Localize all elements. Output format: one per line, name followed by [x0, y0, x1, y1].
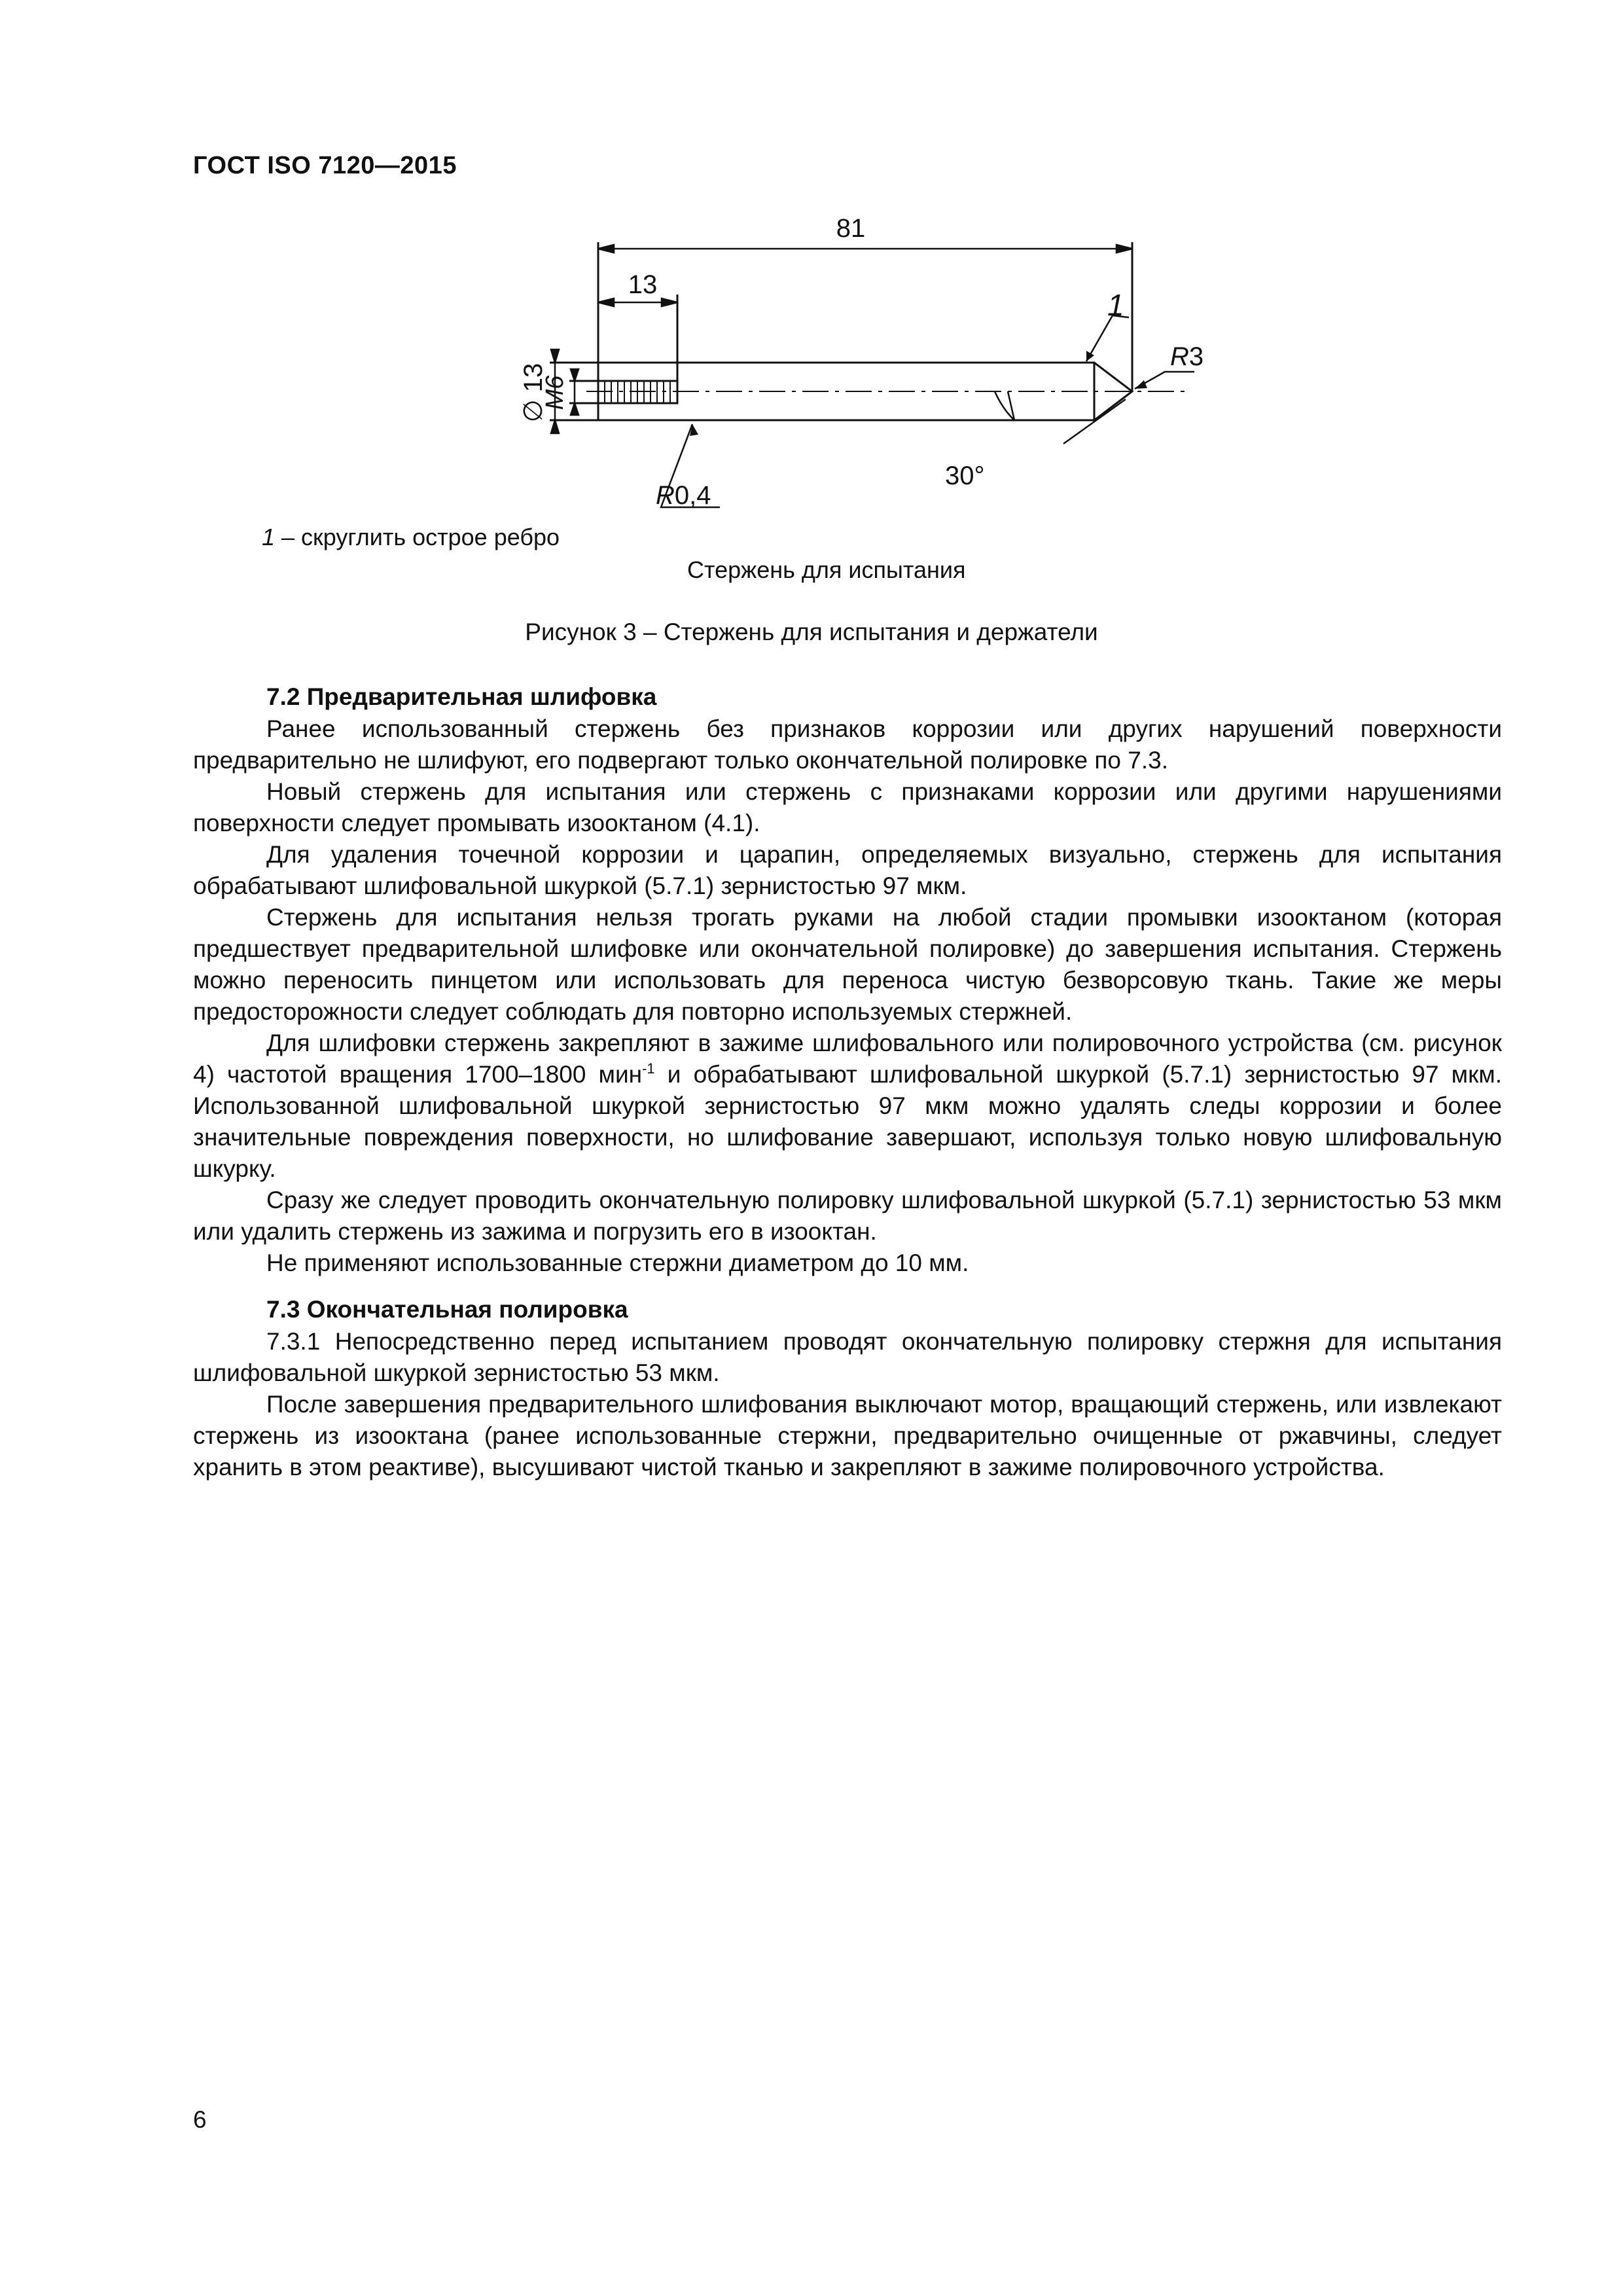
- paragraph: Не применяют использованные стержни диаметром до 10 мм.: [266, 1249, 969, 1276]
- section-heading-7-2: 7.2 Предварительная шлифовка: [266, 683, 657, 710]
- dim-thread-label: M6: [541, 375, 569, 410]
- figure-subcaption: Стержень для испытания: [687, 556, 966, 583]
- dim-diameter-label: ∅ 13: [519, 363, 548, 423]
- figure-caption: Рисунок 3 – Стержень для испытания и держатели: [525, 619, 1098, 645]
- legend-text: – скруглить острое ребро: [275, 524, 560, 550]
- figure-legend: [262, 524, 560, 551]
- dim-total-label: 81: [836, 214, 866, 243]
- leader-number-label: 1: [1107, 288, 1124, 322]
- paragraph: После завершения предварительного шлифования выключают мотор, вращающий стержень, или извлекают стержень из изооктана (ранее использованные стержни, предварительно очищенные от ржавчины, следует хранить в этом реактиве), высушивают чистой тканью и закрепляют в зажиме полировочного устройства.: [193, 1391, 1502, 1480]
- paragraph: [193, 1028, 1502, 1185]
- radius-tip-label: R3: [1170, 342, 1204, 371]
- paragraph: Ранее использованный стержень без признаков коррозии или других нарушений поверхности предварительно не шлифуют, его подвергают только окончательной полировке по 7.3.: [193, 715, 1502, 774]
- legend-number: 1: [262, 524, 276, 550]
- superscript: -1: [642, 1060, 655, 1077]
- angle-label: 30°: [945, 461, 985, 490]
- paragraph: Стержень для испытания нельзя трогать руками на любой стадии промывки изооктаном (которая предшествует предварительной шлифовке или окончательной полировке) до завершения испытания. Стержень можно переносить пинцетом или использовать для переноса чистую безворсовую ткань. Такие же меры предосторожности следует соблюдать для повторно используемых стержней.: [193, 904, 1502, 1025]
- figure-test-rod-drawing: [471, 196, 1243, 537]
- paragraph-text: и обрабатывают шлифовальной шкуркой (5.7.1) зернистостью 97 мкм. Использованной шлифовальной шкуркой зернистостью 97 мкм можно удалять следы коррозии и более значительные повреждения поверхности, но шлифование завершают, используя только новую шлифовальную шкурку.: [193, 1061, 1502, 1182]
- paragraph: Сразу же следует проводить окончательную полировку шлифовальной шкуркой (5.7.1) зернистостью 53 мкм или удалить стержень из зажима и погрузить его в изооктан.: [193, 1187, 1502, 1245]
- page-number: 6: [193, 2106, 207, 2133]
- section-heading-7-3: 7.3 Окончательная полировка: [266, 1296, 628, 1323]
- paragraph: Новый стержень для испытания или стержень с признаками коррозии или другими нарушениями поверхности следует промывать изооктаном (4.1).: [193, 778, 1502, 836]
- paragraph: Для удаления точечной коррозии и царапин, определяемых визуально, стержень для испытания обрабатывают шлифовальной шкуркой (5.7.1) зернистостью 97 мкм.: [193, 841, 1502, 899]
- technical-drawing: [471, 196, 1243, 537]
- paragraph-text: Для шлифовки стержень закрепляют в зажиме шлифовального или полировочного устройства (см. рисунок 4) частотой вращения 1700–1800 мин: [193, 1030, 1502, 1088]
- dim-thread-length-label: 13: [628, 270, 658, 299]
- radius-edge-label: R0,4: [656, 481, 711, 510]
- document-header: ГОСТ ISO 7120—2015: [193, 152, 457, 179]
- document-body: [193, 681, 1502, 1483]
- paragraph: 7.3.1 Непосредственно перед испытанием проводят окончательную полировку стержня для испытания шлифовальной шкуркой зернистостью 53 мкм.: [193, 1328, 1502, 1386]
